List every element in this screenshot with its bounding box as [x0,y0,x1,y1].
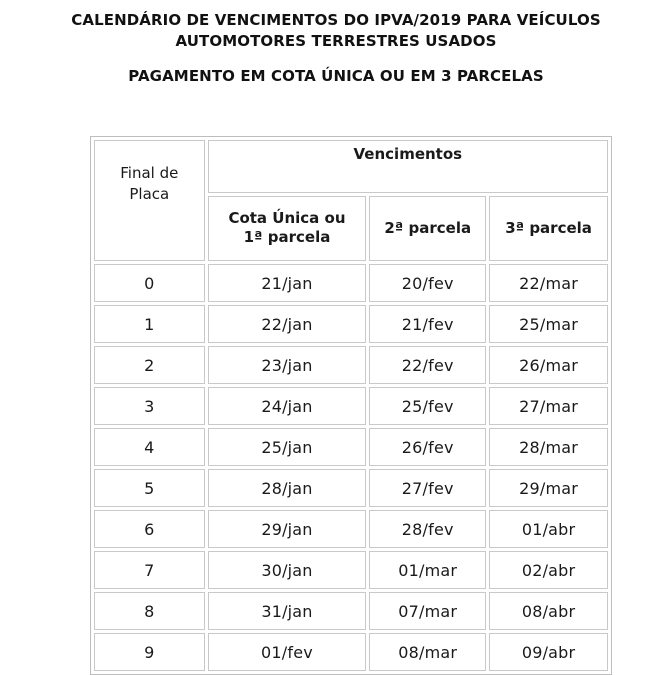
ipva-schedule-table [90,136,612,675]
cell-parcela-3: 26/mar [489,346,608,384]
cell-cota-unica: 25/jan [208,428,367,466]
table-row [94,510,608,548]
table-row [94,264,608,302]
cell-parcela-2: 25/fev [369,387,486,425]
header-vencimentos: Vencimentos [208,140,608,193]
table-row [94,387,608,425]
header-final-placa-line2: Placa [129,185,170,203]
cell-cota-unica: 28/jan [208,469,367,507]
cell-parcela-3: 08/abr [489,592,608,630]
cell-cota-unica: 24/jan [208,387,367,425]
cell-parcela-2: 21/fev [369,305,486,343]
cell-final-placa: 8 [94,592,205,630]
header-cota-line1: Cota Única ou [228,209,346,228]
cell-final-placa: 6 [94,510,205,548]
cell-parcela-2: 20/fev [369,264,486,302]
header-parcela-2: 2ª parcela [369,196,486,261]
cell-cota-unica: 21/jan [208,264,367,302]
table-row [94,346,608,384]
cell-parcela-3: 29/mar [489,469,608,507]
cell-final-placa: 0 [94,264,205,302]
cell-cota-unica: 23/jan [208,346,367,384]
header-final-placa [94,140,205,261]
header-final-placa-line1: Final de [120,164,179,182]
cell-parcela-2: 27/fev [369,469,486,507]
header-parcela-3: 3ª parcela [489,196,608,261]
cell-final-placa: 4 [94,428,205,466]
cell-final-placa: 2 [94,346,205,384]
table-row [94,469,608,507]
cell-parcela-3: 09/abr [489,633,608,671]
header-cota-line2: 1ª parcela [243,228,331,247]
cell-final-placa: 1 [94,305,205,343]
cell-parcela-3: 25/mar [489,305,608,343]
cell-parcela-2: 08/mar [369,633,486,671]
cell-parcela-3: 27/mar [489,387,608,425]
title-line-1: CALENDÁRIO DE VENCIMENTOS DO IPVA/2019 PARA VEÍCULOS [71,11,601,29]
table-row [94,428,608,466]
cell-parcela-2: 28/fev [369,510,486,548]
cell-cota-unica: 22/jan [208,305,367,343]
cell-final-placa: 3 [94,387,205,425]
cell-parcela-3: 28/mar [489,428,608,466]
cell-parcela-3: 01/abr [489,510,608,548]
cell-final-placa: 9 [94,633,205,671]
cell-parcela-2: 07/mar [369,592,486,630]
subtitle: PAGAMENTO EM COTA ÚNICA OU EM 3 PARCELAS [128,67,544,85]
table-row [94,551,608,589]
cell-cota-unica: 29/jan [208,510,367,548]
cell-cota-unica: 01/fev [208,633,367,671]
header-cota-unica [208,196,367,261]
cell-final-placa: 7 [94,551,205,589]
cell-cota-unica: 31/jan [208,592,367,630]
table-row [94,633,608,671]
table-row [94,305,608,343]
cell-final-placa: 5 [94,469,205,507]
cell-parcela-3: 02/abr [489,551,608,589]
cell-parcela-2: 22/fev [369,346,486,384]
cell-parcela-2: 01/mar [369,551,486,589]
title-line-2: AUTOMOTORES TERRESTRES USADOS [175,32,497,50]
table-row [94,592,608,630]
cell-cota-unica: 30/jan [208,551,367,589]
cell-parcela-2: 26/fev [369,428,486,466]
table-body [94,264,608,671]
cell-parcela-3: 22/mar [489,264,608,302]
